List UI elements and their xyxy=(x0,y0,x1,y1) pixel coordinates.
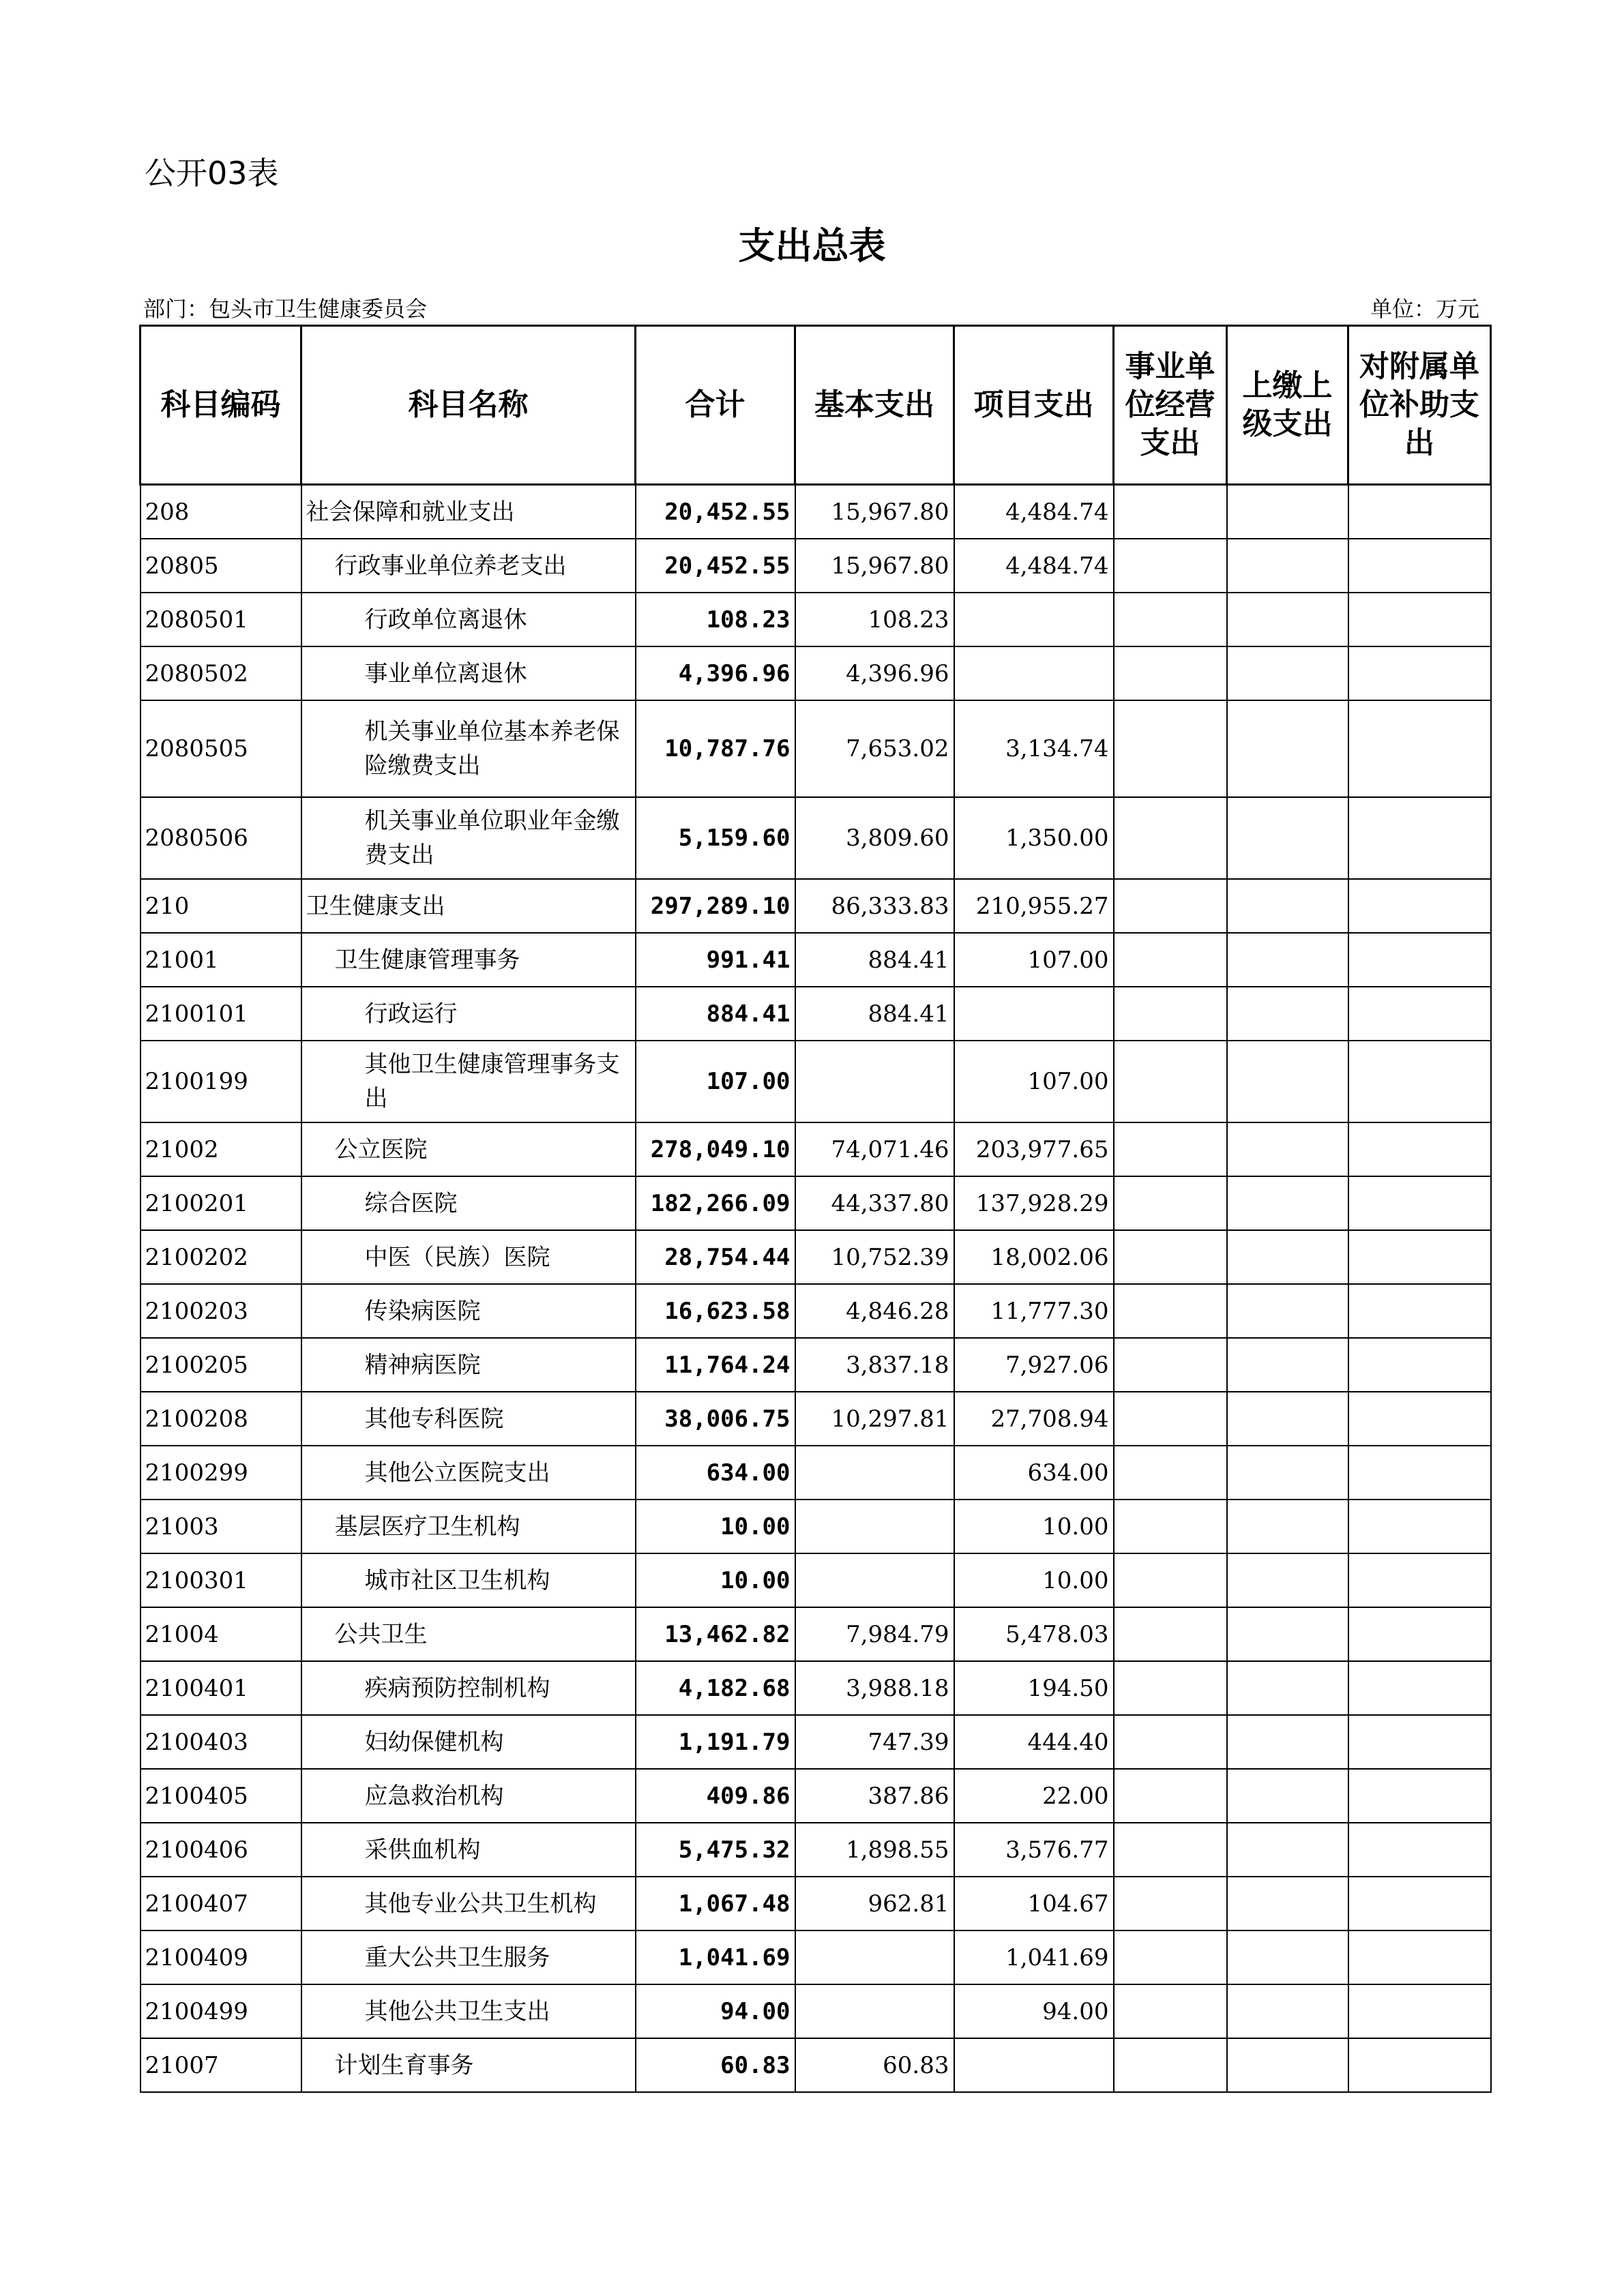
basic-cell: 884.41 xyxy=(795,987,954,1041)
total-cell: 634.00 xyxy=(636,1446,795,1500)
upper-cell xyxy=(1227,2038,1348,2092)
subsidy-cell xyxy=(1348,593,1491,646)
table-row xyxy=(141,879,1491,933)
subsidy-cell xyxy=(1348,2038,1491,2092)
name-cell: 事业单位离退休 xyxy=(301,646,636,700)
basic-cell: 3,809.60 xyxy=(795,797,954,879)
upper-cell xyxy=(1227,1176,1348,1230)
name-cell: 疾病预防控制机构 xyxy=(301,1661,636,1715)
project-cell: 107.00 xyxy=(954,933,1114,987)
table-row xyxy=(141,700,1491,797)
basic-cell xyxy=(795,1500,954,1553)
upper-cell xyxy=(1227,593,1348,646)
project-cell xyxy=(954,987,1114,1041)
basic-cell: 15,967.80 xyxy=(795,485,954,539)
code-cell: 2100205 xyxy=(141,1338,301,1392)
business-cell xyxy=(1114,1230,1227,1284)
upper-cell xyxy=(1227,1984,1348,2038)
subsidy-cell xyxy=(1348,1176,1491,1230)
basic-cell: 747.39 xyxy=(795,1715,954,1769)
name-cell: 中医（民族）医院 xyxy=(301,1230,636,1284)
business-cell xyxy=(1114,1338,1227,1392)
table-row xyxy=(141,1930,1491,1984)
subsidy-cell xyxy=(1348,1607,1491,1661)
table-row xyxy=(141,1041,1491,1122)
project-cell: 1,041.69 xyxy=(954,1930,1114,1984)
department-label: 部门：包头市卫生健康委员会 xyxy=(143,296,428,322)
business-cell xyxy=(1114,987,1227,1041)
upper-cell xyxy=(1227,797,1348,879)
name-cell: 其他公共卫生支出 xyxy=(301,1984,636,2038)
table-row xyxy=(141,2038,1491,2092)
business-cell xyxy=(1114,1284,1227,1338)
project-cell xyxy=(954,2038,1114,2092)
name-cell: 行政事业单位养老支出 xyxy=(301,539,636,593)
table-row xyxy=(141,1392,1491,1446)
subsidy-cell xyxy=(1348,1769,1491,1823)
name-cell: 其他专科医院 xyxy=(301,1392,636,1446)
business-cell xyxy=(1114,1446,1227,1500)
business-cell xyxy=(1114,485,1227,539)
total-cell: 1,067.48 xyxy=(636,1877,795,1930)
business-cell xyxy=(1114,1553,1227,1607)
project-cell: 194.50 xyxy=(954,1661,1114,1715)
total-cell: 20,452.55 xyxy=(636,539,795,593)
subsidy-cell xyxy=(1348,879,1491,933)
header-code: 科目编码 xyxy=(141,326,301,485)
table-row xyxy=(141,1607,1491,1661)
total-cell: 10,787.76 xyxy=(636,700,795,797)
name-cell: 卫生健康管理事务 xyxy=(301,933,636,987)
business-cell xyxy=(1114,1661,1227,1715)
total-cell: 38,006.75 xyxy=(636,1392,795,1446)
code-cell: 2100406 xyxy=(141,1823,301,1877)
upper-cell xyxy=(1227,1500,1348,1553)
business-cell xyxy=(1114,1823,1227,1877)
table-row xyxy=(141,1661,1491,1715)
project-cell xyxy=(954,646,1114,700)
name-cell: 行政单位离退休 xyxy=(301,593,636,646)
business-cell xyxy=(1114,797,1227,879)
subsidy-cell xyxy=(1348,797,1491,879)
project-cell: 634.00 xyxy=(954,1446,1114,1500)
total-cell: 20,452.55 xyxy=(636,485,795,539)
total-cell: 10.00 xyxy=(636,1553,795,1607)
name-cell: 重大公共卫生服务 xyxy=(301,1930,636,1984)
code-cell: 2100405 xyxy=(141,1769,301,1823)
basic-cell: 3,837.18 xyxy=(795,1338,954,1392)
code-cell: 2080506 xyxy=(141,797,301,879)
subsidy-cell xyxy=(1348,539,1491,593)
name-cell: 社会保障和就业支出 xyxy=(301,485,636,539)
upper-cell xyxy=(1227,879,1348,933)
total-cell: 94.00 xyxy=(636,1984,795,2038)
basic-cell xyxy=(795,1041,954,1122)
table-row xyxy=(141,1823,1491,1877)
name-cell: 机关事业单位基本养老保险缴费支出 xyxy=(301,700,636,797)
table-row xyxy=(141,593,1491,646)
subsidy-cell xyxy=(1348,1823,1491,1877)
basic-cell: 10,297.81 xyxy=(795,1392,954,1446)
basic-cell xyxy=(795,1446,954,1500)
upper-cell xyxy=(1227,1769,1348,1823)
total-cell: 10.00 xyxy=(636,1500,795,1553)
business-cell xyxy=(1114,593,1227,646)
upper-cell xyxy=(1227,1715,1348,1769)
basic-cell: 44,337.80 xyxy=(795,1176,954,1230)
table-row xyxy=(141,485,1491,539)
upper-cell xyxy=(1227,1823,1348,1877)
header-subsidy: 对附属单位补助支出 xyxy=(1348,326,1491,485)
upper-cell xyxy=(1227,1392,1348,1446)
total-cell: 16,623.58 xyxy=(636,1284,795,1338)
basic-cell: 74,071.46 xyxy=(795,1122,954,1176)
upper-cell xyxy=(1227,1877,1348,1930)
name-cell: 妇幼保健机构 xyxy=(301,1715,636,1769)
basic-cell: 86,333.83 xyxy=(795,879,954,933)
upper-cell xyxy=(1227,646,1348,700)
upper-cell xyxy=(1227,1122,1348,1176)
subsidy-cell xyxy=(1348,1500,1491,1553)
project-cell: 5,478.03 xyxy=(954,1607,1114,1661)
subsidy-cell xyxy=(1348,1877,1491,1930)
table-row xyxy=(141,933,1491,987)
project-cell: 104.67 xyxy=(954,1877,1114,1930)
upper-cell xyxy=(1227,1553,1348,1607)
table-row xyxy=(141,1230,1491,1284)
subsidy-cell xyxy=(1348,485,1491,539)
table-row xyxy=(141,1500,1491,1553)
subsidy-cell xyxy=(1348,1392,1491,1446)
subsidy-cell xyxy=(1348,933,1491,987)
table-row xyxy=(141,1715,1491,1769)
subsidy-cell xyxy=(1348,1041,1491,1122)
upper-cell xyxy=(1227,1338,1348,1392)
project-cell: 4,484.74 xyxy=(954,539,1114,593)
table-row xyxy=(141,1284,1491,1338)
table-header-row xyxy=(141,326,1491,485)
business-cell xyxy=(1114,1122,1227,1176)
table-row xyxy=(141,646,1491,700)
project-cell: 10.00 xyxy=(954,1500,1114,1553)
code-cell: 21002 xyxy=(141,1122,301,1176)
table-row xyxy=(141,1877,1491,1930)
code-cell: 2100202 xyxy=(141,1230,301,1284)
total-cell: 4,396.96 xyxy=(636,646,795,700)
code-cell: 20805 xyxy=(141,539,301,593)
project-cell: 94.00 xyxy=(954,1984,1114,2038)
name-cell: 其他卫生健康管理事务支出 xyxy=(301,1041,636,1122)
code-cell: 21001 xyxy=(141,933,301,987)
code-cell: 21007 xyxy=(141,2038,301,2092)
subsidy-cell xyxy=(1348,1338,1491,1392)
table-row xyxy=(141,797,1491,879)
subsidy-cell xyxy=(1348,1230,1491,1284)
name-cell: 公立医院 xyxy=(301,1122,636,1176)
basic-cell: 884.41 xyxy=(795,933,954,987)
upper-cell xyxy=(1227,1607,1348,1661)
expenditure-table xyxy=(139,325,1492,2093)
name-cell: 传染病医院 xyxy=(301,1284,636,1338)
name-cell: 综合医院 xyxy=(301,1176,636,1230)
code-cell: 2100208 xyxy=(141,1392,301,1446)
project-cell: 22.00 xyxy=(954,1769,1114,1823)
business-cell xyxy=(1114,1607,1227,1661)
subsidy-cell xyxy=(1348,1984,1491,2038)
code-cell: 2100101 xyxy=(141,987,301,1041)
header-business: 事业单位经营支出 xyxy=(1114,326,1227,485)
code-cell: 2100201 xyxy=(141,1176,301,1230)
basic-cell: 7,984.79 xyxy=(795,1607,954,1661)
basic-cell: 4,396.96 xyxy=(795,646,954,700)
total-cell: 5,475.32 xyxy=(636,1823,795,1877)
table-row xyxy=(141,1984,1491,2038)
upper-cell xyxy=(1227,1230,1348,1284)
total-cell: 297,289.10 xyxy=(636,879,795,933)
code-cell: 2100203 xyxy=(141,1284,301,1338)
business-cell xyxy=(1114,1984,1227,2038)
business-cell xyxy=(1114,879,1227,933)
table-row xyxy=(141,987,1491,1041)
basic-cell: 4,846.28 xyxy=(795,1284,954,1338)
project-cell: 3,576.77 xyxy=(954,1823,1114,1877)
business-cell xyxy=(1114,1041,1227,1122)
total-cell: 884.41 xyxy=(636,987,795,1041)
code-cell: 2080505 xyxy=(141,700,301,797)
name-cell: 公共卫生 xyxy=(301,1607,636,1661)
basic-cell: 962.81 xyxy=(795,1877,954,1930)
upper-cell xyxy=(1227,933,1348,987)
project-cell: 210,955.27 xyxy=(954,879,1114,933)
name-cell: 计划生育事务 xyxy=(301,2038,636,2092)
header-upper: 上缴上级支出 xyxy=(1227,326,1348,485)
total-cell: 4,182.68 xyxy=(636,1661,795,1715)
name-cell: 应急救治机构 xyxy=(301,1769,636,1823)
code-cell: 2100301 xyxy=(141,1553,301,1607)
table-row xyxy=(141,1122,1491,1176)
table-row xyxy=(141,1553,1491,1607)
project-cell: 444.40 xyxy=(954,1715,1114,1769)
basic-cell: 60.83 xyxy=(795,2038,954,2092)
business-cell xyxy=(1114,1176,1227,1230)
total-cell: 5,159.60 xyxy=(636,797,795,879)
upper-cell xyxy=(1227,485,1348,539)
unit-label: 单位：万元 xyxy=(1370,296,1479,322)
project-cell: 107.00 xyxy=(954,1041,1114,1122)
business-cell xyxy=(1114,646,1227,700)
name-cell: 其他公立医院支出 xyxy=(301,1446,636,1500)
basic-cell: 15,967.80 xyxy=(795,539,954,593)
total-cell: 1,041.69 xyxy=(636,1930,795,1984)
code-cell: 2100499 xyxy=(141,1984,301,2038)
subsidy-cell xyxy=(1348,1284,1491,1338)
basic-cell xyxy=(795,1930,954,1984)
code-cell: 21004 xyxy=(141,1607,301,1661)
page-title: 支出总表 xyxy=(738,224,886,267)
total-cell: 278,049.10 xyxy=(636,1122,795,1176)
total-cell: 991.41 xyxy=(636,933,795,987)
subsidy-cell xyxy=(1348,1446,1491,1500)
name-cell: 机关事业单位职业年金缴费支出 xyxy=(301,797,636,879)
project-cell: 1,350.00 xyxy=(954,797,1114,879)
name-cell: 城市社区卫生机构 xyxy=(301,1553,636,1607)
subsidy-cell xyxy=(1348,1715,1491,1769)
upper-cell xyxy=(1227,1661,1348,1715)
business-cell xyxy=(1114,1715,1227,1769)
name-cell: 卫生健康支出 xyxy=(301,879,636,933)
project-cell: 11,777.30 xyxy=(954,1284,1114,1338)
business-cell xyxy=(1114,933,1227,987)
upper-cell xyxy=(1227,1930,1348,1984)
project-cell: 18,002.06 xyxy=(954,1230,1114,1284)
project-cell: 4,484.74 xyxy=(954,485,1114,539)
code-cell: 210 xyxy=(141,879,301,933)
project-cell: 27,708.94 xyxy=(954,1392,1114,1446)
total-cell: 409.86 xyxy=(636,1769,795,1823)
basic-cell xyxy=(795,1984,954,2038)
business-cell xyxy=(1114,1392,1227,1446)
total-cell: 13,462.82 xyxy=(636,1607,795,1661)
business-cell xyxy=(1114,1930,1227,1984)
upper-cell xyxy=(1227,1284,1348,1338)
code-cell: 2100199 xyxy=(141,1041,301,1122)
code-cell: 2100401 xyxy=(141,1661,301,1715)
subsidy-cell xyxy=(1348,1553,1491,1607)
upper-cell xyxy=(1227,1446,1348,1500)
code-cell: 2100409 xyxy=(141,1930,301,1984)
upper-cell xyxy=(1227,539,1348,593)
name-cell: 精神病医院 xyxy=(301,1338,636,1392)
project-cell: 137,928.29 xyxy=(954,1176,1114,1230)
business-cell xyxy=(1114,1769,1227,1823)
table-body xyxy=(141,485,1491,2093)
table-row xyxy=(141,1769,1491,1823)
total-cell: 11,764.24 xyxy=(636,1338,795,1392)
total-cell: 1,191.79 xyxy=(636,1715,795,1769)
project-cell: 3,134.74 xyxy=(954,700,1114,797)
business-cell xyxy=(1114,700,1227,797)
basic-cell: 387.86 xyxy=(795,1769,954,1823)
subsidy-cell xyxy=(1348,1661,1491,1715)
code-cell: 2100299 xyxy=(141,1446,301,1500)
basic-cell xyxy=(795,1553,954,1607)
business-cell xyxy=(1114,1500,1227,1553)
code-cell: 208 xyxy=(141,485,301,539)
upper-cell xyxy=(1227,700,1348,797)
code-cell: 2100407 xyxy=(141,1877,301,1930)
project-cell xyxy=(954,593,1114,646)
table-row xyxy=(141,1176,1491,1230)
basic-cell: 1,898.55 xyxy=(795,1823,954,1877)
upper-cell xyxy=(1227,1041,1348,1122)
basic-cell: 3,988.18 xyxy=(795,1661,954,1715)
code-cell: 2080502 xyxy=(141,646,301,700)
table-row xyxy=(141,1446,1491,1500)
business-cell xyxy=(1114,1877,1227,1930)
header-total: 合计 xyxy=(636,326,795,485)
header-name: 科目名称 xyxy=(301,326,636,485)
name-cell: 行政运行 xyxy=(301,987,636,1041)
project-cell: 7,927.06 xyxy=(954,1338,1114,1392)
project-cell: 10.00 xyxy=(954,1553,1114,1607)
code-cell: 21003 xyxy=(141,1500,301,1553)
subsidy-cell xyxy=(1348,1930,1491,1984)
name-cell: 基层医疗卫生机构 xyxy=(301,1500,636,1553)
basic-cell: 108.23 xyxy=(795,593,954,646)
upper-cell xyxy=(1227,987,1348,1041)
subsidy-cell xyxy=(1348,646,1491,700)
subsidy-cell xyxy=(1348,700,1491,797)
project-cell: 203,977.65 xyxy=(954,1122,1114,1176)
form-id: 公开03表 xyxy=(145,155,279,192)
business-cell xyxy=(1114,2038,1227,2092)
code-cell: 2080501 xyxy=(141,593,301,646)
total-cell: 60.83 xyxy=(636,2038,795,2092)
table-row xyxy=(141,1338,1491,1392)
total-cell: 182,266.09 xyxy=(636,1176,795,1230)
header-project: 项目支出 xyxy=(954,326,1114,485)
table-row xyxy=(141,539,1491,593)
business-cell xyxy=(1114,539,1227,593)
subsidy-cell xyxy=(1348,987,1491,1041)
basic-cell: 10,752.39 xyxy=(795,1230,954,1284)
header-basic: 基本支出 xyxy=(795,326,954,485)
code-cell: 2100403 xyxy=(141,1715,301,1769)
name-cell: 其他专业公共卫生机构 xyxy=(301,1877,636,1930)
subsidy-cell xyxy=(1348,1122,1491,1176)
total-cell: 28,754.44 xyxy=(636,1230,795,1284)
total-cell: 108.23 xyxy=(636,593,795,646)
basic-cell: 7,653.02 xyxy=(795,700,954,797)
total-cell: 107.00 xyxy=(636,1041,795,1122)
name-cell: 采供血机构 xyxy=(301,1823,636,1877)
